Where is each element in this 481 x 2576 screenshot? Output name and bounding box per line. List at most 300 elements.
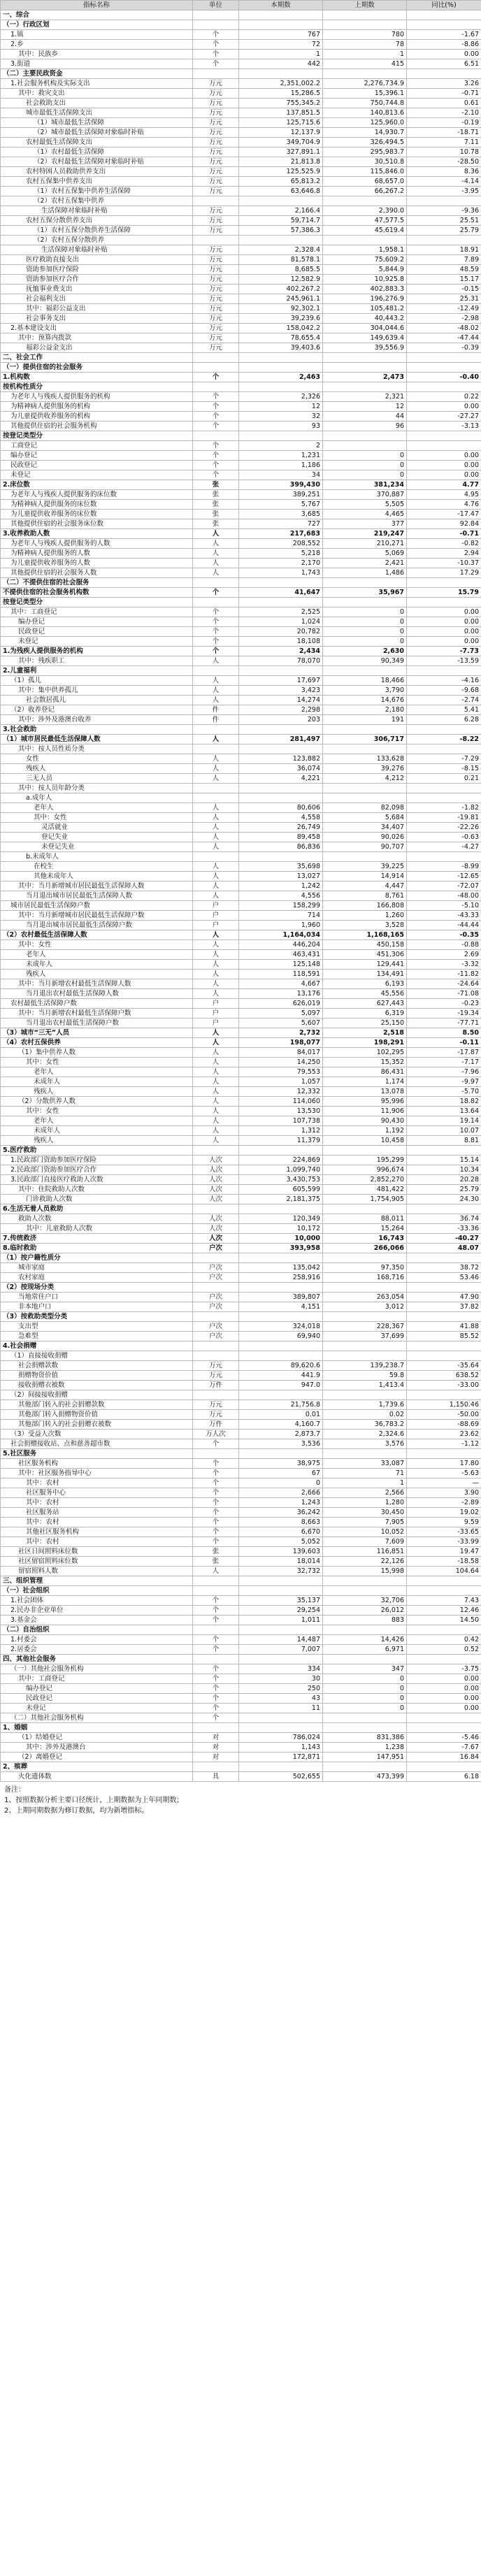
- table-row: [1, 343, 481, 353]
- indicator-name-cell: 1.社会团体: [1, 1596, 193, 1606]
- unit-cell: 个: [193, 1518, 239, 1527]
- yoy-cell: -12.49: [407, 304, 481, 314]
- indicator-name-cell: 其中：农村: [1, 1518, 193, 1527]
- indicator-name-cell: （1）农村五保集中供养生活保障: [1, 187, 193, 196]
- indicator-name-cell: 农村最低生活保障支出: [1, 138, 193, 147]
- yoy-cell: 0.00: [407, 402, 481, 412]
- unit-cell: 个: [193, 451, 239, 461]
- current-value-cell: 947.0: [239, 1381, 323, 1390]
- unit-cell: [193, 196, 239, 206]
- indicator-name-cell: 登记失业: [1, 833, 193, 842]
- indicator-name-cell: 3.民政部门直接医疗救助人次数: [1, 1175, 193, 1185]
- previous-value-cell: [323, 363, 407, 373]
- indicator-name-cell: 当地常住户口: [1, 1293, 193, 1302]
- indicator-name-cell: （1）城市最低生活保障: [1, 118, 193, 128]
- current-value-cell: [239, 363, 323, 373]
- indicator-name-cell: 编办登记: [1, 451, 193, 461]
- indicator-name-cell: 为老年人与残疾人提供服务的人数: [1, 539, 193, 549]
- previous-value-cell: 10,052: [323, 1527, 407, 1537]
- yoy-cell: 3.26: [407, 79, 481, 89]
- unit-cell: 个: [193, 1664, 239, 1674]
- unit-cell: 人: [193, 1048, 239, 1058]
- indicator-name-cell: 其中：当月新增城市居民最低生活保障户数: [1, 911, 193, 921]
- table-row: [1, 774, 481, 784]
- table-row: [1, 803, 481, 813]
- indicator-name-cell: 其他提供住宿的社会服务床位数: [1, 519, 193, 529]
- previous-value-cell: [323, 431, 407, 441]
- yoy-cell: -27.27: [407, 412, 481, 422]
- current-value-cell: 2,732: [239, 1028, 323, 1038]
- table-row: [1, 1576, 481, 1586]
- table-row: [1, 245, 481, 255]
- indicator-name-cell: 社会救助支出: [1, 99, 193, 108]
- unit-cell: 万元: [193, 314, 239, 324]
- unit-cell: 个: [193, 637, 239, 647]
- yoy-cell: 1,150.46: [407, 1400, 481, 1410]
- indicator-name-cell: 社区留宿照料床位数: [1, 1557, 193, 1567]
- previous-value-cell: 12: [323, 402, 407, 412]
- indicator-name-cell: 3.街道: [1, 59, 193, 69]
- table-row: [1, 99, 481, 108]
- previous-value-cell: [323, 353, 407, 363]
- yoy-cell: 0.61: [407, 99, 481, 108]
- table-row: [1, 1077, 481, 1087]
- table-row: [1, 422, 481, 431]
- current-value-cell: 5,097: [239, 1009, 323, 1019]
- current-value-cell: 393,958: [239, 1244, 323, 1253]
- previous-value-cell: [323, 1762, 407, 1772]
- indicator-name-cell: 资助参加医疗合作: [1, 275, 193, 285]
- unit-cell: 万元: [193, 187, 239, 196]
- yoy-cell: 0.42: [407, 1635, 481, 1645]
- unit-cell: 户: [193, 911, 239, 921]
- previous-value-cell: 0: [323, 607, 407, 617]
- unit-cell: 万元: [193, 128, 239, 138]
- table-row: [1, 979, 481, 989]
- current-value-cell: 79,553: [239, 1067, 323, 1077]
- previous-value-cell: [323, 1713, 407, 1723]
- yoy-cell: 2.94: [407, 549, 481, 559]
- table-row: [1, 1224, 481, 1234]
- unit-cell: 户: [193, 999, 239, 1009]
- unit-cell: 人次: [193, 1214, 239, 1224]
- current-value-cell: 2,170: [239, 559, 323, 568]
- previous-value-cell: 0: [323, 1704, 407, 1713]
- previous-value-cell: 0.02: [323, 1410, 407, 1420]
- unit-cell: [193, 784, 239, 793]
- unit-cell: 人次: [193, 1224, 239, 1234]
- yoy-cell: 41.88: [407, 1322, 481, 1332]
- previous-value-cell: [323, 1449, 407, 1459]
- previous-value-cell: 1,174: [323, 1077, 407, 1087]
- indicator-name-cell: （二）不提供住宿的社会服务: [1, 578, 193, 588]
- yoy-cell: -3.32: [407, 960, 481, 970]
- previous-value-cell: 90,430: [323, 1116, 407, 1126]
- unit-cell: 万元: [193, 1371, 239, 1381]
- previous-value-cell: [323, 578, 407, 588]
- table-row: [1, 108, 481, 118]
- yoy-cell: 0.00: [407, 1694, 481, 1704]
- current-value-cell: 78,655.4: [239, 333, 323, 343]
- yoy-cell: 7.89: [407, 255, 481, 265]
- yoy-cell: -19.34: [407, 1009, 481, 1019]
- current-value-cell: [239, 1253, 323, 1263]
- yoy-cell: 0.00: [407, 1684, 481, 1694]
- unit-cell: [193, 852, 239, 862]
- previous-value-cell: 2,324.6: [323, 1430, 407, 1439]
- indicator-name-cell: 为儿童提供收养服务的机构: [1, 412, 193, 422]
- yoy-cell: 8.36: [407, 167, 481, 177]
- indicator-name-cell: 其中：工商登记: [1, 607, 193, 617]
- previous-value-cell: 0: [323, 1674, 407, 1684]
- indicator-name-cell: 编办登记: [1, 617, 193, 627]
- indicator-name-cell: （2）离婚登记: [1, 1753, 193, 1762]
- previous-value-cell: 370,887: [323, 490, 407, 500]
- table-row: [1, 1508, 481, 1518]
- table-row: [1, 1606, 481, 1616]
- table-row: [1, 1694, 481, 1704]
- unit-cell: [193, 1762, 239, 1772]
- yoy-cell: 10.07: [407, 1126, 481, 1136]
- current-value-cell: 402,267.2: [239, 285, 323, 294]
- previous-value-cell: 1,486: [323, 568, 407, 578]
- table-row: [1, 157, 481, 167]
- yoy-cell: -18.58: [407, 1557, 481, 1567]
- indicator-name-cell: （3）受益人次数: [1, 1430, 193, 1439]
- previous-value-cell: 451,306: [323, 950, 407, 960]
- table-row: [1, 490, 481, 500]
- table-row: [1, 950, 481, 960]
- previous-value-cell: 40,443.2: [323, 314, 407, 324]
- previous-value-cell: 34,407: [323, 823, 407, 833]
- indicator-name-cell: 其中：涉外及港澳台收养: [1, 715, 193, 725]
- yoy-cell: -3.95: [407, 187, 481, 196]
- yoy-cell: -2.98: [407, 314, 481, 324]
- yoy-cell: 15.14: [407, 1156, 481, 1165]
- unit-cell: 个: [193, 373, 239, 382]
- previous-value-cell: [323, 1723, 407, 1733]
- indicator-name-cell: （二）其他社会服务机构: [1, 1713, 193, 1723]
- indicator-name-cell: 其中：涉外及港澳台: [1, 1743, 193, 1753]
- table-row: [1, 480, 481, 490]
- unit-cell: 个: [193, 1616, 239, 1625]
- previous-value-cell: 10,925.8: [323, 275, 407, 285]
- unit-cell: 人: [193, 940, 239, 950]
- unit-cell: [193, 1723, 239, 1733]
- yoy-cell: 0.00: [407, 470, 481, 480]
- yoy-cell: -0.11: [407, 1038, 481, 1048]
- current-value-cell: 35,137: [239, 1596, 323, 1606]
- yoy-cell: -11.82: [407, 970, 481, 979]
- current-value-cell: 786,024: [239, 1733, 323, 1743]
- indicator-name-cell: （2）城市最低生活保障对象临时补贴: [1, 128, 193, 138]
- indicator-name-cell: 老年人: [1, 1116, 193, 1126]
- current-value-cell: 18,014: [239, 1557, 323, 1567]
- unit-cell: 万元: [193, 255, 239, 265]
- table-row: [1, 529, 481, 539]
- yoy-cell: -1.12: [407, 1439, 481, 1449]
- table-row: [1, 1341, 481, 1351]
- current-value-cell: 12,332: [239, 1087, 323, 1097]
- previous-value-cell: 1,413.4: [323, 1381, 407, 1390]
- indicator-name-cell: 当月退出农村最低生活保障人数: [1, 989, 193, 999]
- unit-cell: 人: [193, 1567, 239, 1576]
- table-row: [1, 1322, 481, 1332]
- current-value-cell: 1,743: [239, 568, 323, 578]
- table-row: [1, 627, 481, 637]
- unit-cell: [193, 725, 239, 735]
- previous-value-cell: 5,684: [323, 813, 407, 823]
- table-row: [1, 793, 481, 803]
- table-header: [1, 1, 481, 10]
- unit-cell: 人: [193, 1028, 239, 1038]
- table-row: [1, 118, 481, 128]
- table-row: [1, 353, 481, 363]
- previous-value-cell: 196,276.9: [323, 294, 407, 304]
- indicator-name-cell: （1）农村最低生活保障: [1, 147, 193, 157]
- current-value-cell: 84,017: [239, 1048, 323, 1058]
- current-value-cell: 605,599: [239, 1185, 323, 1195]
- current-value-cell: [239, 1762, 323, 1772]
- unit-cell: 人: [193, 891, 239, 901]
- table-row: [1, 1420, 481, 1430]
- current-value-cell: 5,607: [239, 1019, 323, 1028]
- table-row: [1, 813, 481, 823]
- indicator-name-cell: 2.民办非企业单位: [1, 1606, 193, 1616]
- indicator-name-cell: （1）结婚登记: [1, 1733, 193, 1743]
- unit-cell: 万元: [193, 108, 239, 118]
- current-value-cell: 1,143: [239, 1743, 323, 1753]
- previous-value-cell: 90,707: [323, 842, 407, 852]
- previous-value-cell: 30,450: [323, 1508, 407, 1518]
- unit-cell: 人次: [193, 1175, 239, 1185]
- current-value-cell: 3,430,753: [239, 1175, 323, 1185]
- indicator-name-cell: 其中：预算内拨款: [1, 333, 193, 343]
- current-value-cell: 11: [239, 1704, 323, 1713]
- current-value-cell: 107,738: [239, 1116, 323, 1126]
- unit-cell: 个: [193, 1635, 239, 1645]
- current-value-cell: 12,137.9: [239, 128, 323, 138]
- table-row: [1, 275, 481, 285]
- current-value-cell: 158,299: [239, 901, 323, 911]
- table-row: [1, 1263, 481, 1273]
- yoy-cell: -9.68: [407, 686, 481, 696]
- indicator-name-cell: 3.收养救助人数: [1, 529, 193, 539]
- current-value-cell: 1,186: [239, 461, 323, 470]
- indicator-name-cell: 为精神病人提供服务的床位数: [1, 500, 193, 510]
- table-row: [1, 559, 481, 568]
- table-row: [1, 226, 481, 236]
- indicator-name-cell: 7.传统救济: [1, 1234, 193, 1244]
- yoy-cell: 638.52: [407, 1371, 481, 1381]
- current-value-cell: 3,423: [239, 686, 323, 696]
- table-row: [1, 1410, 481, 1420]
- previous-value-cell: 347: [323, 1664, 407, 1674]
- table-row: [1, 970, 481, 979]
- previous-value-cell: 30,510.8: [323, 157, 407, 167]
- table-row: [1, 1244, 481, 1253]
- previous-value-cell: 831,386: [323, 1733, 407, 1743]
- unit-cell: 对: [193, 1733, 239, 1743]
- previous-value-cell: 1,238: [323, 1743, 407, 1753]
- unit-cell: 户次: [193, 1302, 239, 1312]
- yoy-cell: -35.64: [407, 1361, 481, 1371]
- indicator-name-cell: （1）集中供养人数: [1, 1048, 193, 1058]
- unit-cell: 人: [193, 539, 239, 549]
- yoy-cell: 6.18: [407, 1772, 481, 1782]
- previous-value-cell: 266,066: [323, 1244, 407, 1253]
- current-value-cell: 389,807: [239, 1293, 323, 1302]
- table-row: [1, 1704, 481, 1713]
- yoy-cell: -0.15: [407, 285, 481, 294]
- table-row: [1, 764, 481, 774]
- previous-value-cell: 415: [323, 59, 407, 69]
- indicator-name-cell: 为儿童提供收养服务的人数: [1, 559, 193, 568]
- unit-cell: 人: [193, 1126, 239, 1136]
- current-value-cell: 5,218: [239, 549, 323, 559]
- current-value-cell: 78,070: [239, 656, 323, 666]
- indicator-name-cell: 老年人: [1, 950, 193, 960]
- indicator-name-cell: （2）农村五保集中供养: [1, 196, 193, 206]
- previous-value-cell: 8,761: [323, 891, 407, 901]
- current-value-cell: 17,697: [239, 676, 323, 686]
- yoy-cell: 47.90: [407, 1293, 481, 1302]
- yoy-cell: [407, 666, 481, 676]
- indicator-name-cell: 其中：集中供养孤儿: [1, 686, 193, 696]
- unit-cell: 人: [193, 764, 239, 774]
- table-row: [1, 128, 481, 138]
- current-value-cell: 2,463: [239, 373, 323, 382]
- unit-cell: 万元: [193, 285, 239, 294]
- previous-value-cell: 0: [323, 1694, 407, 1704]
- unit-cell: [193, 1625, 239, 1635]
- previous-value-cell: 140,813.6: [323, 108, 407, 118]
- yoy-cell: [407, 1253, 481, 1263]
- yoy-cell: 0.00: [407, 50, 481, 59]
- current-value-cell: 217,683: [239, 529, 323, 539]
- unit-cell: 个: [193, 1596, 239, 1606]
- table-row: [1, 1567, 481, 1576]
- table-row: [1, 1469, 481, 1478]
- unit-cell: 万元: [193, 206, 239, 216]
- current-value-cell: 35,698: [239, 862, 323, 872]
- current-value-cell: [239, 236, 323, 245]
- current-value-cell: 446,204: [239, 940, 323, 950]
- indicator-name-cell: 按登记类型分: [1, 598, 193, 607]
- unit-cell: 张: [193, 490, 239, 500]
- previous-value-cell: 2,421: [323, 559, 407, 568]
- table-row: [1, 1537, 481, 1547]
- table-row: [1, 304, 481, 314]
- current-value-cell: 1,242: [239, 882, 323, 891]
- table-row: [1, 754, 481, 764]
- header-previous: 上期数: [323, 1, 407, 10]
- unit-cell: 户次: [193, 1332, 239, 1341]
- yoy-cell: [407, 1576, 481, 1586]
- unit-cell: 个: [193, 59, 239, 69]
- previous-value-cell: 5,069: [323, 549, 407, 559]
- indicator-name-cell: 未成年人: [1, 1077, 193, 1087]
- unit-cell: 万元: [193, 177, 239, 187]
- unit-cell: [193, 1390, 239, 1400]
- table-row: [1, 1156, 481, 1165]
- previous-value-cell: 3,790: [323, 686, 407, 696]
- unit-cell: 万元: [193, 138, 239, 147]
- yoy-cell: 85.52: [407, 1332, 481, 1341]
- current-value-cell: 120,349: [239, 1214, 323, 1224]
- yoy-cell: [407, 852, 481, 862]
- table-row: [1, 872, 481, 882]
- table-row: [1, 607, 481, 617]
- table-row: [1, 441, 481, 451]
- yoy-cell: 20.28: [407, 1175, 481, 1185]
- table-row: [1, 1253, 481, 1263]
- table-row: [1, 1616, 481, 1625]
- table-row: [1, 862, 481, 872]
- indicator-name-cell: 三无人员: [1, 774, 193, 784]
- indicator-name-cell: 6.生活无着人员救助: [1, 1204, 193, 1214]
- current-value-cell: 5,052: [239, 1537, 323, 1547]
- unit-cell: 万元: [193, 89, 239, 99]
- yoy-cell: [407, 1713, 481, 1723]
- table-row: [1, 20, 481, 30]
- yoy-cell: -22.26: [407, 823, 481, 833]
- previous-value-cell: [323, 69, 407, 79]
- yoy-cell: 4.95: [407, 490, 481, 500]
- table-row: [1, 1684, 481, 1694]
- yoy-cell: 18.82: [407, 1097, 481, 1107]
- current-value-cell: 39,239.6: [239, 314, 323, 324]
- indicator-name-cell: （1）直接接收捐赠: [1, 1351, 193, 1361]
- yoy-cell: 19.14: [407, 1116, 481, 1126]
- yoy-cell: [407, 598, 481, 607]
- yoy-cell: 3.90: [407, 1488, 481, 1498]
- current-value-cell: 38,975: [239, 1459, 323, 1469]
- unit-cell: [193, 1351, 239, 1361]
- unit-cell: 人: [193, 559, 239, 568]
- yoy-cell: 24.30: [407, 1195, 481, 1204]
- indicator-name-cell: 非本地户口: [1, 1302, 193, 1312]
- indicator-name-cell: 资助参加医疗保险: [1, 265, 193, 275]
- yoy-cell: -9.97: [407, 1077, 481, 1087]
- previous-value-cell: 149,639.4: [323, 333, 407, 343]
- table-row: [1, 1743, 481, 1753]
- table-row: [1, 147, 481, 157]
- table-row: [1, 500, 481, 510]
- indicator-name-cell: 民政登记: [1, 461, 193, 470]
- previous-value-cell: 5,505: [323, 500, 407, 510]
- unit-cell: 个: [193, 461, 239, 470]
- yoy-cell: -8.99: [407, 862, 481, 872]
- indicator-name-cell: 其他未成年人: [1, 872, 193, 882]
- indicator-name-cell: 未登记: [1, 470, 193, 480]
- yoy-cell: 0.52: [407, 1645, 481, 1655]
- yoy-cell: -48.02: [407, 324, 481, 333]
- previous-value-cell: 1,168,165: [323, 930, 407, 940]
- previous-value-cell: 10,458: [323, 1136, 407, 1146]
- current-value-cell: 10,172: [239, 1224, 323, 1234]
- indicator-name-cell: （1）按户籍性质分: [1, 1253, 193, 1263]
- yoy-cell: 0.00: [407, 1674, 481, 1684]
- table-row: [1, 510, 481, 519]
- table-row: [1, 1381, 481, 1390]
- unit-cell: 人: [193, 1058, 239, 1067]
- yoy-cell: [407, 1655, 481, 1664]
- current-value-cell: [239, 784, 323, 793]
- table-row: [1, 842, 481, 852]
- table-row: [1, 1107, 481, 1116]
- table-row: [1, 1772, 481, 1782]
